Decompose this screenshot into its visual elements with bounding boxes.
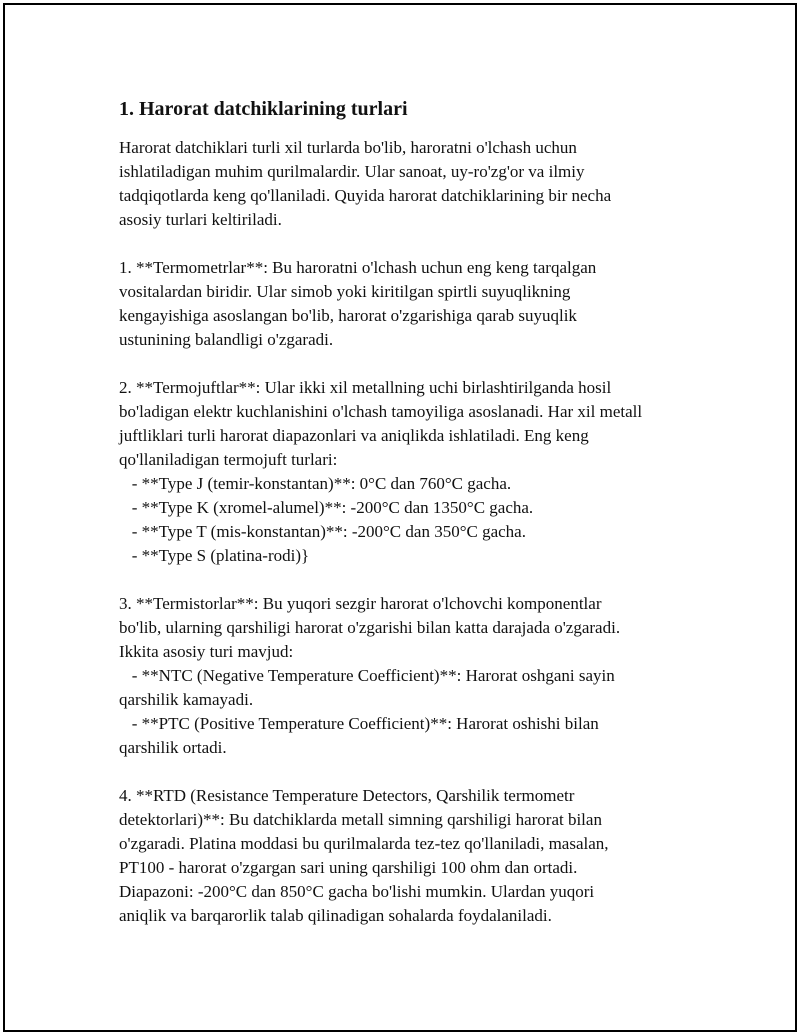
text-line: 3. **Termistorlar**: Bu yuqori sezgir harorat o'lchovchi komponentlar (119, 594, 602, 613)
text-line: kengayishiga asoslangan bo'lib, harorat o'zgarishiga qarab suyuqlik (119, 306, 577, 325)
text-line: Diapazoni: -200°C dan 850°C gacha bo'lishi mumkin. Ulardan yuqori (119, 882, 595, 901)
text-line: 1. **Termometrlar**: Bu haroratni o'lchash uchun eng keng tarqalgan (119, 258, 597, 277)
document-content (119, 97, 699, 952)
text-line: qarshilik ortadi. (119, 738, 227, 757)
text-line: qarshilik kamayadi. (119, 690, 254, 709)
text-line: ishlatiladigan muhim qurilmalardir. Ular sanoat, uy-ro'zg'or va ilmiy (119, 162, 585, 181)
paragraph-termistorlar (119, 592, 699, 760)
text-line: detektorlari)**: Bu datchiklarda metall simning qarshiligi harorat bilan (119, 810, 602, 829)
text-line: aniqlik va barqarorlik talab qilinadigan sohalarda foydalaniladi. (119, 906, 552, 925)
text-line: o'zgaradi. Platina moddasi bu qurilmalarda tez-tez qo'llaniladi, masalan, (119, 834, 609, 853)
paragraph-rtd (119, 784, 699, 928)
paragraph-termojuftlar (119, 376, 699, 568)
list-item: - **Type J (temir-konstantan)**: 0°C dan 760°C gacha. (119, 474, 512, 493)
text-line: PT100 - harorat o'zgargan sari uning qarshiligi 100 ohm dan ortadi. (119, 858, 578, 877)
text-line: bo'lib, ularning qarshiligi harorat o'zgarishi bilan katta darajada o'zgaradi. (119, 618, 621, 637)
list-item: - **Type S (platina-rodi)} (119, 546, 310, 565)
list-item: - **Type T (mis-konstantan)**: -200°C dan 350°C gacha. (119, 522, 526, 541)
text-line: qo'llaniladigan termojuft turlari: (119, 450, 338, 469)
section-heading: 1. Harorat datchiklarining turlari (119, 98, 408, 120)
document-page (3, 3, 797, 1032)
list-item: - **NTC (Negative Temperature Coefficient)**: Harorat oshgani sayin (119, 666, 615, 685)
text-line: Ikkita asosiy turi mavjud: (119, 642, 294, 661)
text-line: 2. **Termojuftlar**: Ular ikki xil metallning uchi birlashtirilganda hosil (119, 378, 612, 397)
paragraph-intro (119, 136, 699, 232)
text-line: bo'ladigan elektr kuchlanishini o'lchash tamoyiliga asoslanadi. Har xil metall (119, 402, 643, 421)
list-item: - **PTC (Positive Temperature Coefficient)**: Harorat oshishi bilan (119, 714, 599, 733)
text-line: juftliklari turli harorat diapazonlari va aniqlikda ishlatiladi. Eng keng (119, 426, 589, 445)
list-item: - **Type K (xromel-alumel)**: -200°C dan 1350°C gacha. (119, 498, 534, 517)
text-line: tadqiqotlarda keng qo'llaniladi. Quyida harorat datchiklarining bir necha (119, 186, 612, 205)
text-line: asosiy turlari keltiriladi. (119, 210, 282, 229)
text-line: vositalardan biridir. Ular simob yoki kiritilgan spirtli suyuqlikning (119, 282, 571, 301)
text-line: ustunining balandligi o'zgaradi. (119, 330, 334, 349)
text-line: Harorat datchiklari turli xil turlarda bo'lib, haroratni o'lchash uchun (119, 138, 577, 157)
paragraph-termometrlar (119, 256, 699, 352)
text-line: 4. **RTD (Resistance Temperature Detectors, Qarshilik termometr (119, 786, 575, 805)
